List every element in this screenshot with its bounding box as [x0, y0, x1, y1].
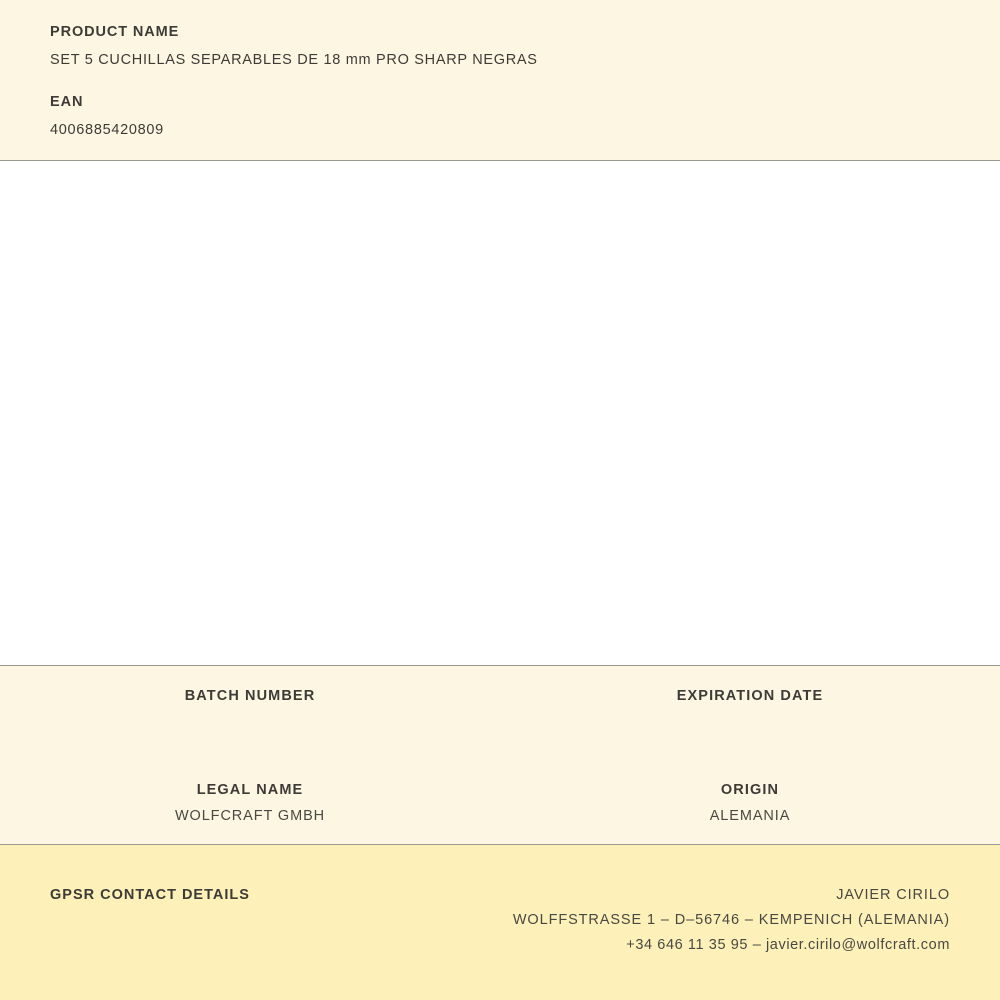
blank-content-area [0, 161, 1000, 666]
origin-cell [500, 782, 1000, 826]
batch-number-cell [0, 688, 500, 732]
manufacturing-info-section [0, 666, 1000, 845]
legal-name-label: LEGAL NAME [196, 782, 304, 798]
legal-name-cell [0, 782, 500, 826]
origin-value: ALEMANIA [709, 808, 791, 824]
gpsr-contact-block [513, 867, 950, 953]
batch-expiration-row [0, 688, 1000, 732]
legal-origin-row [0, 782, 1000, 826]
info-row-spacer [0, 732, 1000, 782]
expiration-date-value [520, 714, 980, 732]
product-name-field [50, 24, 950, 68]
ean-value: 4006885420809 [50, 122, 164, 138]
expiration-date-label: EXPIRATION DATE [676, 688, 824, 704]
expiration-date-cell [500, 688, 1000, 732]
gpsr-contact-title: GPSR CONTACT DETAILS [50, 887, 250, 903]
batch-number-label: BATCH NUMBER [184, 688, 316, 704]
contact-name: JAVIER CIRILO [836, 887, 950, 903]
batch-number-value [20, 714, 480, 732]
product-name-value: SET 5 CUCHILLAS SEPARABLES DE 18 mm PRO SHARP NEGRAS [50, 52, 538, 68]
ean-field [50, 94, 950, 138]
gpsr-contact-section [0, 845, 1000, 1000]
legal-name-value: WOLFCRAFT GMBH [174, 808, 326, 824]
ean-label: EAN [50, 94, 84, 110]
origin-label: ORIGIN [720, 782, 780, 798]
product-name-label: PRODUCT NAME [50, 24, 180, 40]
product-details-section [0, 0, 1000, 161]
contact-address: WOLFFSTRASSE 1 – D–56746 – KEMPENICH (ALEMANIA) [512, 912, 950, 928]
contact-phone-email: +34 646 11 35 95 – javier.cirilo@wolfcraft.com [626, 937, 950, 953]
